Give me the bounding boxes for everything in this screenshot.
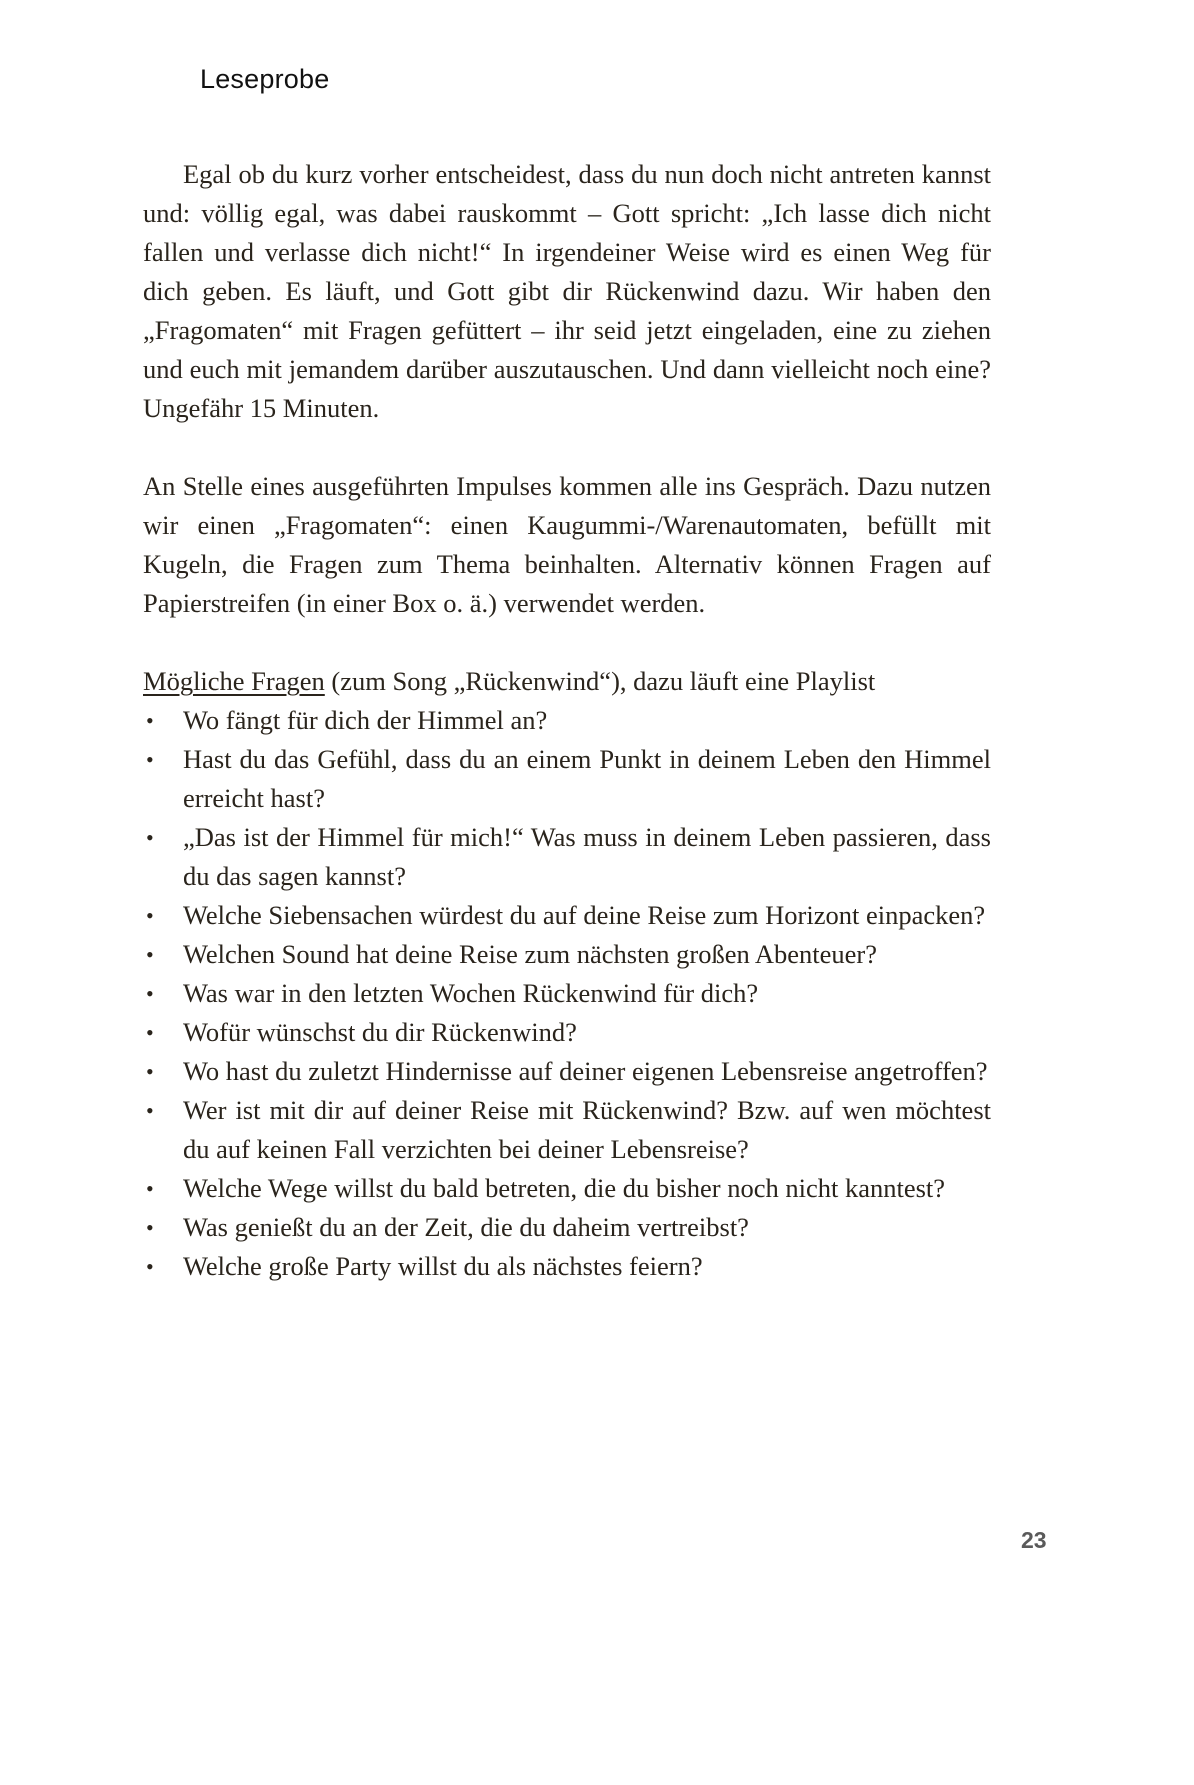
list-item (143, 935, 991, 974)
question-text: Was war in den letzten Wochen Rückenwind für dich? (183, 978, 759, 1008)
question-text: Welchen Sound hat deine Reise zum nächsten großen Abenteuer? (183, 939, 877, 969)
questions-heading-rest: (zum Song „Rückenwind“), dazu läuft eine Playlist (324, 666, 876, 696)
list-item (143, 1208, 991, 1247)
bullet-icon: • (146, 1098, 154, 1123)
bullet-icon: • (146, 942, 154, 967)
question-text: Welche Siebensachen würdest du auf deine Reise zum Horizont einpacken? (183, 900, 986, 930)
paragraph-fragomat: An Stelle eines ausgeführten Impulses kommen alle ins Gespräch. Dazu nutzen wir einen „Fragomaten“: einen Kaugummi-/Warenautomaten, befüllt mit Kugeln, die Fragen zum Thema beinhalten. Alternativ können Fragen auf Papierstreifen (in einer Box o. ä.) verwendet werden. (143, 471, 991, 618)
bullet-icon: • (146, 747, 154, 772)
page-body (143, 155, 991, 1286)
bullet-icon: • (146, 981, 154, 1006)
questions-heading-underlined: Mögliche Fragen (143, 666, 325, 696)
question-text: Hast du das Gefühl, dass du an einem Punkt in deinem Leben den Himmel erreicht hast? (183, 744, 991, 813)
bullet-icon: • (146, 1020, 154, 1045)
bullet-icon: • (146, 708, 154, 733)
questions-heading (143, 662, 991, 701)
list-item (143, 1091, 991, 1169)
list-item (143, 818, 991, 896)
page-number: 23 (1021, 1527, 1047, 1553)
list-item (143, 1169, 991, 1208)
list-item (143, 740, 991, 818)
bullet-icon: • (146, 825, 154, 850)
list-item (143, 896, 991, 935)
question-text: „Das ist der Himmel für mich!“ Was muss in deinem Leben passieren, dass du das sagen kannst? (183, 822, 991, 891)
list-item (143, 1052, 991, 1091)
bullet-icon: • (146, 1176, 154, 1201)
question-text: Wer ist mit dir auf deiner Reise mit Rückenwind? Bzw. auf wen möchtest du auf keinen Fall verzichten bei deiner Lebensreise? (183, 1095, 991, 1164)
paragraph-intro: Egal ob du kurz vorher entscheidest, dass du nun doch nicht antreten kannst und: völlig egal, was dabei rauskommt – Gott spricht: „Ich lasse dich nicht fallen und verlasse dich nicht!“ In irgendeiner Weise wird es einen Weg für dich geben. Es läuft, und Gott gibt dir Rückenwind dazu. Wir haben den „Fragomaten“ mit Fragen gefüttert – ihr seid jetzt eingeladen, eine zu ziehen und euch mit jemandem darüber auszutauschen. Und dann vielleicht noch eine? Ungefähr 15 Minuten. (143, 159, 991, 423)
bullet-icon: • (146, 1059, 154, 1084)
list-item (143, 1247, 991, 1286)
question-text: Was genießt du an der Zeit, die du daheim vertreibst? (183, 1212, 749, 1242)
question-text: Wo fängt für dich der Himmel an? (183, 705, 548, 735)
question-text: Wofür wünschst du dir Rückenwind? (183, 1017, 577, 1047)
question-text: Welche große Party willst du als nächstes feiern? (183, 1251, 703, 1281)
page-header-title: Leseprobe (200, 64, 330, 94)
list-item (143, 974, 991, 1013)
questions-list (143, 701, 991, 1286)
bullet-icon: • (146, 903, 154, 928)
question-text: Welche Wege willst du bald betreten, die du bisher noch nicht kanntest? (183, 1173, 946, 1203)
question-text: Wo hast du zuletzt Hindernisse auf deiner eigenen Lebensreise angetroffen? (183, 1056, 988, 1086)
bullet-icon: • (146, 1254, 154, 1279)
list-item (143, 1013, 991, 1052)
bullet-icon: • (146, 1215, 154, 1240)
list-item (143, 701, 991, 740)
